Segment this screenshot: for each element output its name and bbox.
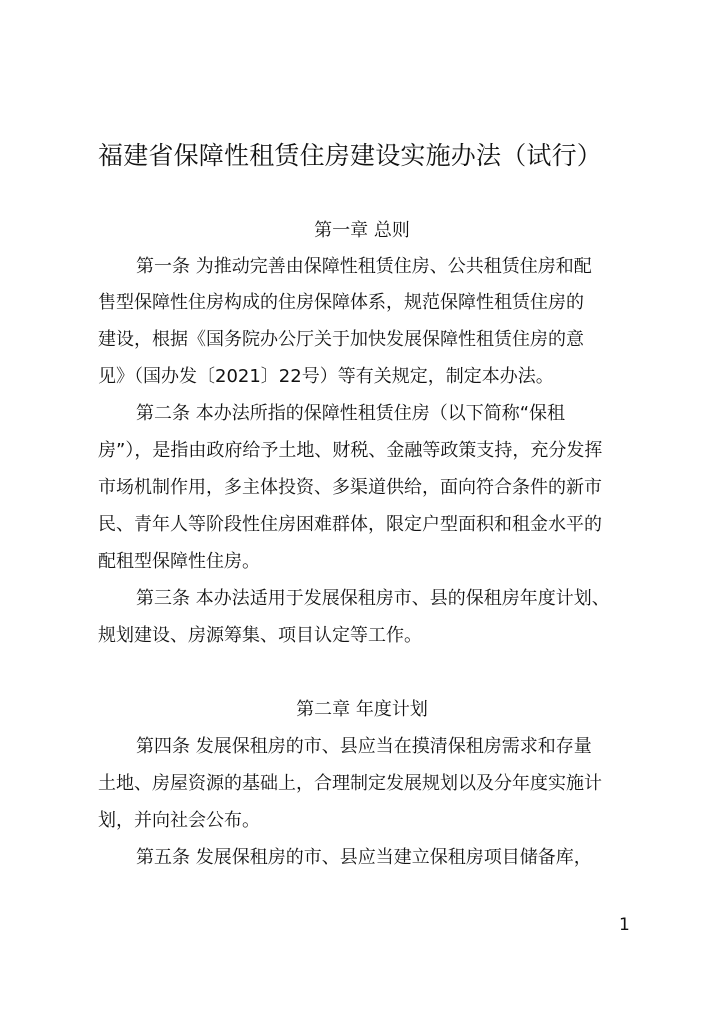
text-line: 第三条 本办法适用于发展保租房市、县的保租房年度计划、 (136, 588, 610, 609)
text-line: 配租型保障性住房。 (98, 551, 260, 572)
text-line: 见》（国办发〔2021〕22号）等有关规定，制定本办法。 (98, 366, 554, 387)
chapter-2-heading: 第二章 年度计划 (296, 699, 428, 720)
text-line: 建设，根据《国务院办公厅关于加快发展保障性租赁住房的意 (98, 329, 584, 350)
text-line: 第一条 为推动完善由保障性租赁住房、公共租赁住房和配 (136, 256, 592, 277)
text-line: 划，并向社会公布。 (98, 810, 260, 831)
text-line: 第五条 发展保租房的市、县应当建立保租房项目储备库， (136, 847, 592, 868)
text-line: 市场机制作用，多主体投资、多渠道供给，面向符合条件的新市 (98, 477, 602, 498)
text-line: 民、青年人等阶段性住房困难群体，限定户型面积和租金水平的 (98, 514, 602, 535)
text-line: 土地、房屋资源的基础上，合理制定发展规划以及分年度实施计 (98, 773, 602, 794)
page-number: 1 (619, 915, 630, 935)
document-title: 福建省保障性租赁住房建设实施办法（试行） (98, 141, 603, 170)
text-line: 规划建设、房源筹集、项目认定等工作。 (98, 625, 422, 646)
text-line: 房”），是指由政府给予土地、财税、金融等政策支持，充分发挥 (98, 440, 603, 461)
text-line: 第二条 本办法所指的保障性租赁住房（以下简称“保租 (136, 403, 566, 424)
text-line: 售型保障性住房构成的住房保障体系，规范保障性租赁住房的 (98, 292, 584, 313)
text-line: 第四条 发展保租房的市、县应当在摸清保租房需求和存量 (136, 736, 592, 757)
chapter-1-heading: 第一章 总则 (314, 220, 410, 241)
